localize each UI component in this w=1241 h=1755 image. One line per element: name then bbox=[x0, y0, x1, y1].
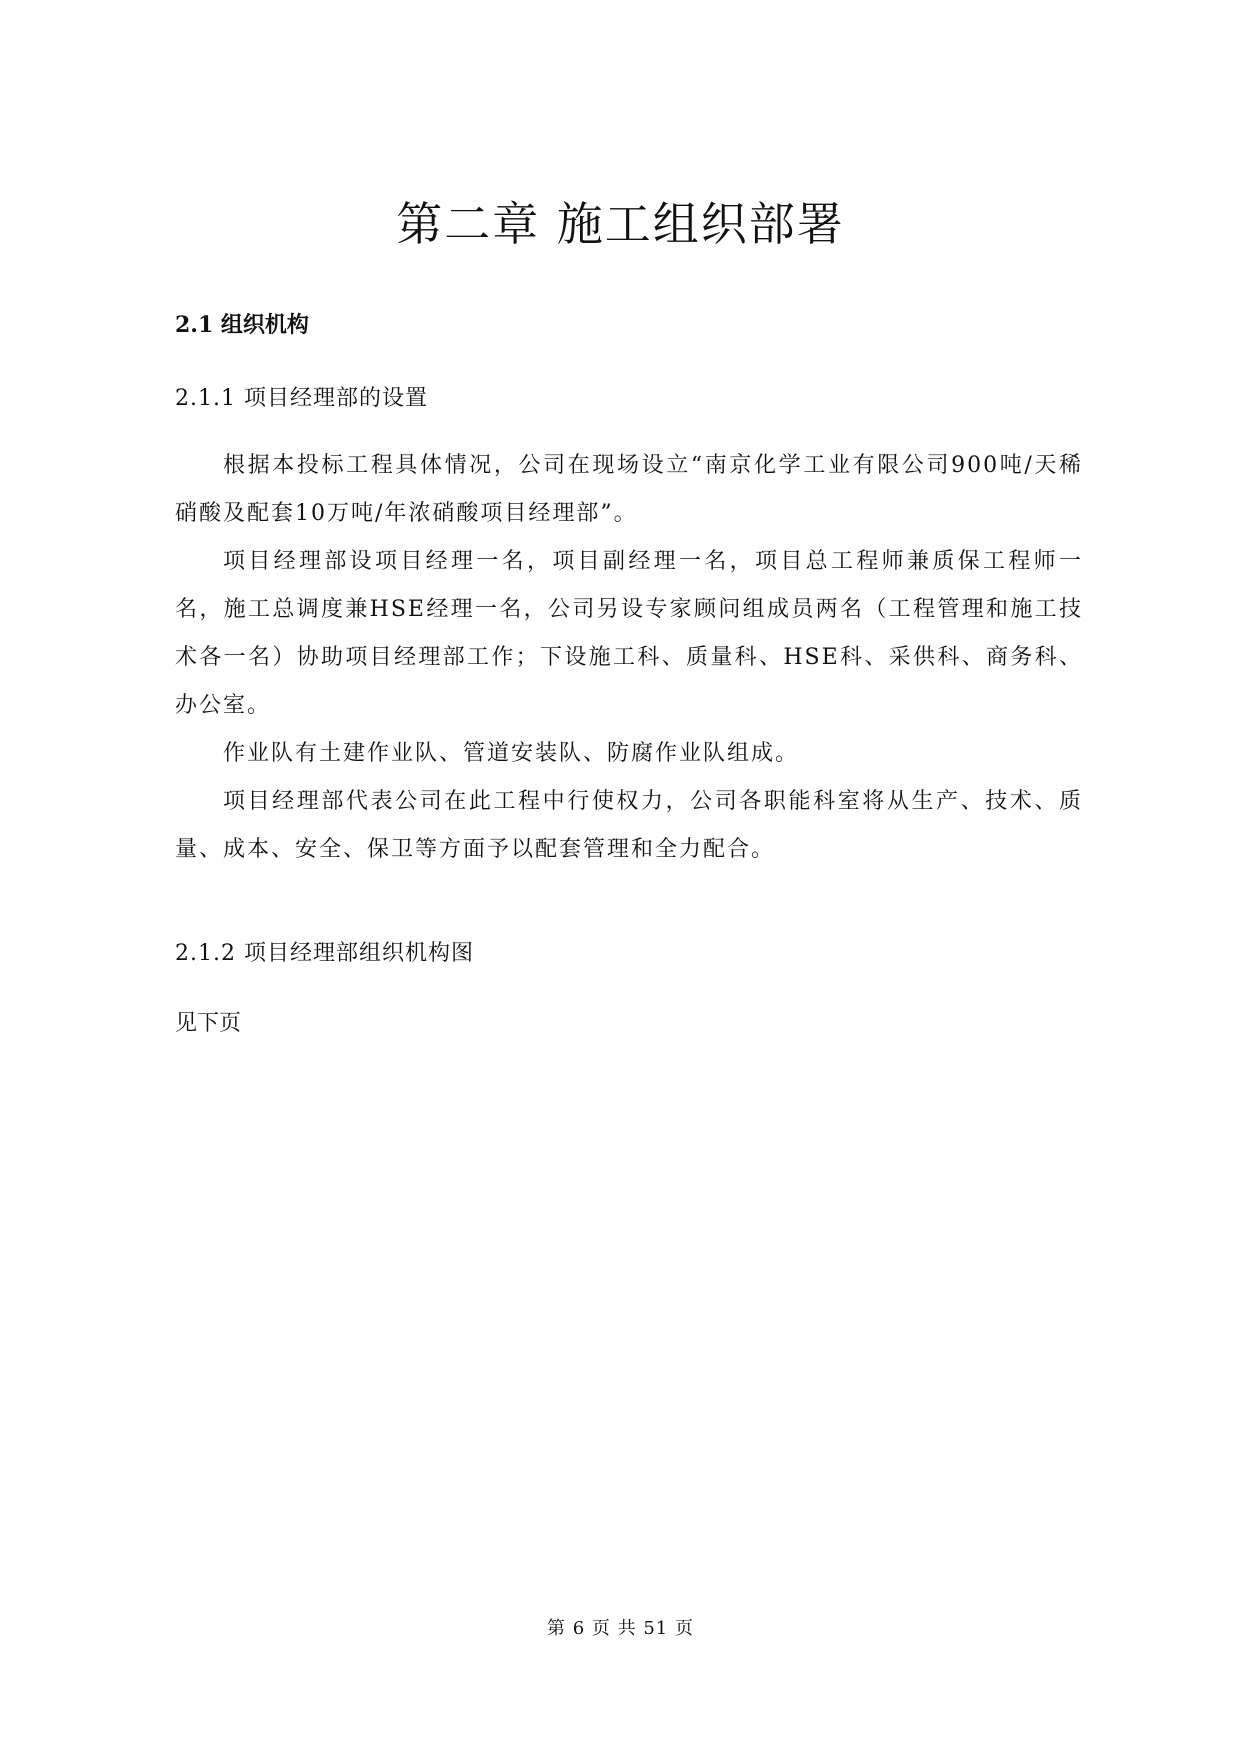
subsection-heading-org-chart: 2.1.2 项目经理部组织机构图 bbox=[175, 941, 474, 966]
chapter-title: 第二章 施工组织部署 bbox=[396, 197, 845, 251]
section-heading: 2.1 组织机构 bbox=[175, 312, 309, 338]
paragraph: 项目经理部代表公司在此工程中行使权力，公司各职能科室将从生产、技术、质量、成本、安全、保卫等方面予以配套管理和全力配合。 bbox=[175, 789, 1083, 862]
paragraph: 根据本投标工程具体情况，公司在现场设立“南京化学工业有限公司900吨/天稀硝酸及配套10万吨/年浓硝酸项目经理部”。 bbox=[175, 453, 1083, 526]
page-number-footer: 第 6 页 共 51 页 bbox=[547, 1618, 694, 1639]
paragraph: 作业队有土建作业队、管道安装队、防腐作业队组成。 bbox=[223, 741, 800, 766]
subsection-heading-project-dept-setup: 2.1.1 项目经理部的设置 bbox=[175, 386, 428, 411]
paragraph: 项目经理部设项目经理一名，项目副经理一名，项目总工程师兼质保工程师一名，施工总调度兼HSE经理一名，公司另设专家顾问组成员两名（工程管理和施工技术各一名）协助项目经理部工作；下设施工科、质量科、HSE科、采供科、商务科、办公室。 bbox=[175, 549, 1083, 718]
see-next-page-note: 见下页 bbox=[175, 1011, 242, 1036]
body-text bbox=[175, 442, 1083, 874]
